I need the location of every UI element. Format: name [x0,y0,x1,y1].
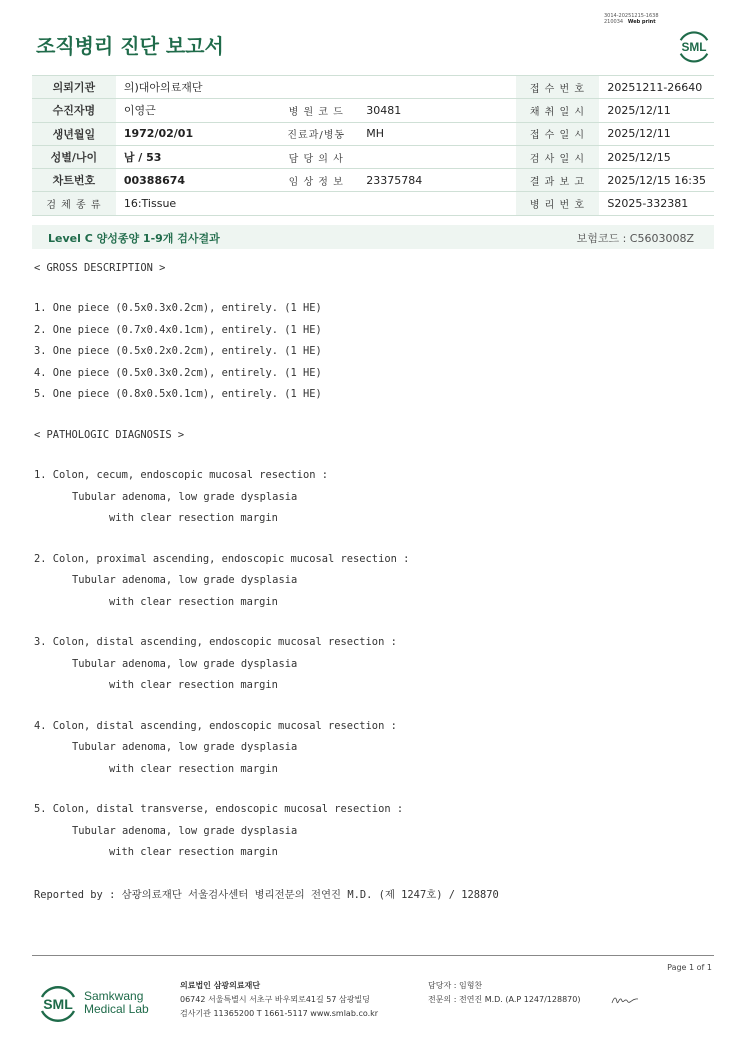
diagnosis-finding: Tubular adenoma, low grade dysplasia [72,574,298,586]
value-birth-date: 1972/02/01 [116,122,274,145]
brand-line1: Samkwang [84,989,144,1003]
label-result-report: 결 과 보 고 [516,169,600,192]
diagnosis-margin: with clear resection margin [109,846,278,858]
value-test-date: 2025/12/15 [599,145,714,168]
gross-item: 4. One piece (0.5x0.3x0.2cm), entirely. (1 HE) [34,366,322,379]
gross-item: 5. One piece (0.8x0.5x0.1cm), entirely. (1 HE) [34,388,322,400]
diagnosis-finding: Tubular adenoma, low grade dysplasia [72,741,298,753]
info-row-5 [32,169,714,192]
label-patient-name: 수진자명 [32,99,116,122]
gross-item: 2. One piece (0.7x0.4x0.1cm), entirely. (1 HE) [34,323,322,336]
footer-address: 06742 서울특별시 서초구 바우뫼로41길 57 삼광빌딩 [180,995,370,1004]
value-sex-age: 남 / 53 [116,145,274,168]
label-test-date: 검 사 일 시 [516,145,600,168]
gross-item: 3. One piece (0.5x0.2x0.2cm), entirely. (1 HE) [34,345,322,357]
diagnosis-margin: with clear resection margin [109,595,278,608]
report-title: 조직병리 진단 보고서 [36,34,224,58]
label-birth-date: 생년월일 [32,122,116,145]
value-patient-name: 이영근 [116,99,274,122]
print-id-line1: 3014-20251215-1638 [604,13,659,19]
sml-footer-logo-icon [36,981,80,1025]
footer-brand [84,990,149,1016]
info-row-6 [32,192,714,215]
diagnosis-finding: Tubular adenoma, low grade dysplasia [72,657,298,670]
diagnosis-site: 4. Colon, distal ascending, endoscopic mucosal resection : [34,719,397,732]
value-chart-number: 00388674 [116,169,274,192]
label-sex-age: 성별/나이 [32,145,116,168]
gross-heading: < GROSS DESCRIPTION > [34,262,166,274]
patient-info-table [32,75,714,216]
value-department-ward: MH [358,122,515,145]
footer-staff-info [428,979,580,1007]
label-collection-date: 채 취 일 시 [516,99,600,122]
label-requesting-institution: 의뢰기관 [32,76,116,99]
value-attending-physician [358,145,515,168]
diagnosis-finding: Tubular adenoma, low grade dysplasia [72,490,298,503]
gross-item: 1. One piece (0.5x0.3x0.2cm), entirely. (1 HE) [34,302,322,314]
page-number: Page 1 of 1 [667,963,712,972]
footer-org-info [180,979,378,1021]
diagnosis-margin: with clear resection margin [109,512,278,524]
brand-line2: Medical Lab [84,1002,149,1016]
diagnosis-margin: with clear resection margin [109,679,278,691]
label-received-date: 접 수 일 시 [516,122,600,145]
footer-manager: 담당자 : 임형찬 [428,981,483,990]
footer-specialist: 전문의 : 전연진 M.D. (A.P 1247/128870) [428,995,581,1004]
diagnosis-finding: Tubular adenoma, low grade dysplasia [72,824,298,837]
info-row-2 [32,99,714,122]
label-accession-number: 접 수 번 호 [516,76,600,99]
label-pathology-number: 병 리 번 호 [516,192,600,215]
print-id-code: 210034 [604,19,624,25]
value-hospital-code: 30481 [358,99,515,122]
web-print-tag: Web print [627,19,656,25]
diagnosis-site: 5. Colon, distal transverse, endoscopic mucosal resection : [34,803,404,815]
footer-divider [32,955,714,956]
level-label: Level C 양성종양 1-9개 검사결과 [48,232,220,245]
label-specimen-type: 검 체 종 류 [32,192,116,215]
value-received-date: 2025/12/11 [599,122,714,145]
info-row-4 [32,145,714,168]
sml-logo-text: SML [681,40,707,55]
diagnosis-site: 1. Colon, cecum, endoscopic mucosal resection : [34,469,329,481]
value-requesting-institution: 의)대아의료재단 [116,76,516,99]
sml-logo-icon [675,27,713,65]
footer-contact: 검사기관 11365200 T 1661-5117 www.smlab.co.kr [180,1009,379,1018]
info-row-1 [32,76,714,99]
sml-footer-logo-text: SML [43,996,73,1012]
label-hospital-code: 병 원 코 드 [274,99,358,122]
footer-org-name: 의료법인 삼광의료재단 [180,981,261,990]
signature-icon [610,993,640,1007]
value-pathology-number: S2025-332381 [599,192,714,215]
label-department-ward: 진료과/병동 [274,122,358,145]
diagnosis-heading: < PATHOLOGIC DIAGNOSIS > [34,429,185,441]
diagnosis-site: 2. Colon, proximal ascending, endoscopic mucosal resection : [34,552,410,565]
info-row-3 [32,122,714,145]
label-clinical-info: 임 상 정 보 [274,169,358,192]
value-result-report: 2025/12/15 16:35 [599,169,714,192]
value-specimen-type: 16:Tissue [116,192,516,215]
label-attending-physician: 담 당 의 사 [274,145,358,168]
diagnosis-margin: with clear resection margin [109,762,278,775]
label-chart-number: 차트번호 [32,169,116,192]
value-accession-number: 20251211-26640 [599,76,714,99]
level-result-bar [32,225,714,249]
diagnosis-site: 3. Colon, distal ascending, endoscopic mucosal resection : [34,636,397,648]
reported-by: Reported by : 삼광의료재단 서울검사센터 병리전문의 전연진 M.D. (제 1247호) / 128870 [34,889,499,901]
value-clinical-info: 23375784 [358,169,515,192]
insurance-code: 보험코드 : C5603008Z [576,232,694,245]
value-collection-date: 2025/12/11 [599,99,714,122]
print-id [604,13,684,25]
